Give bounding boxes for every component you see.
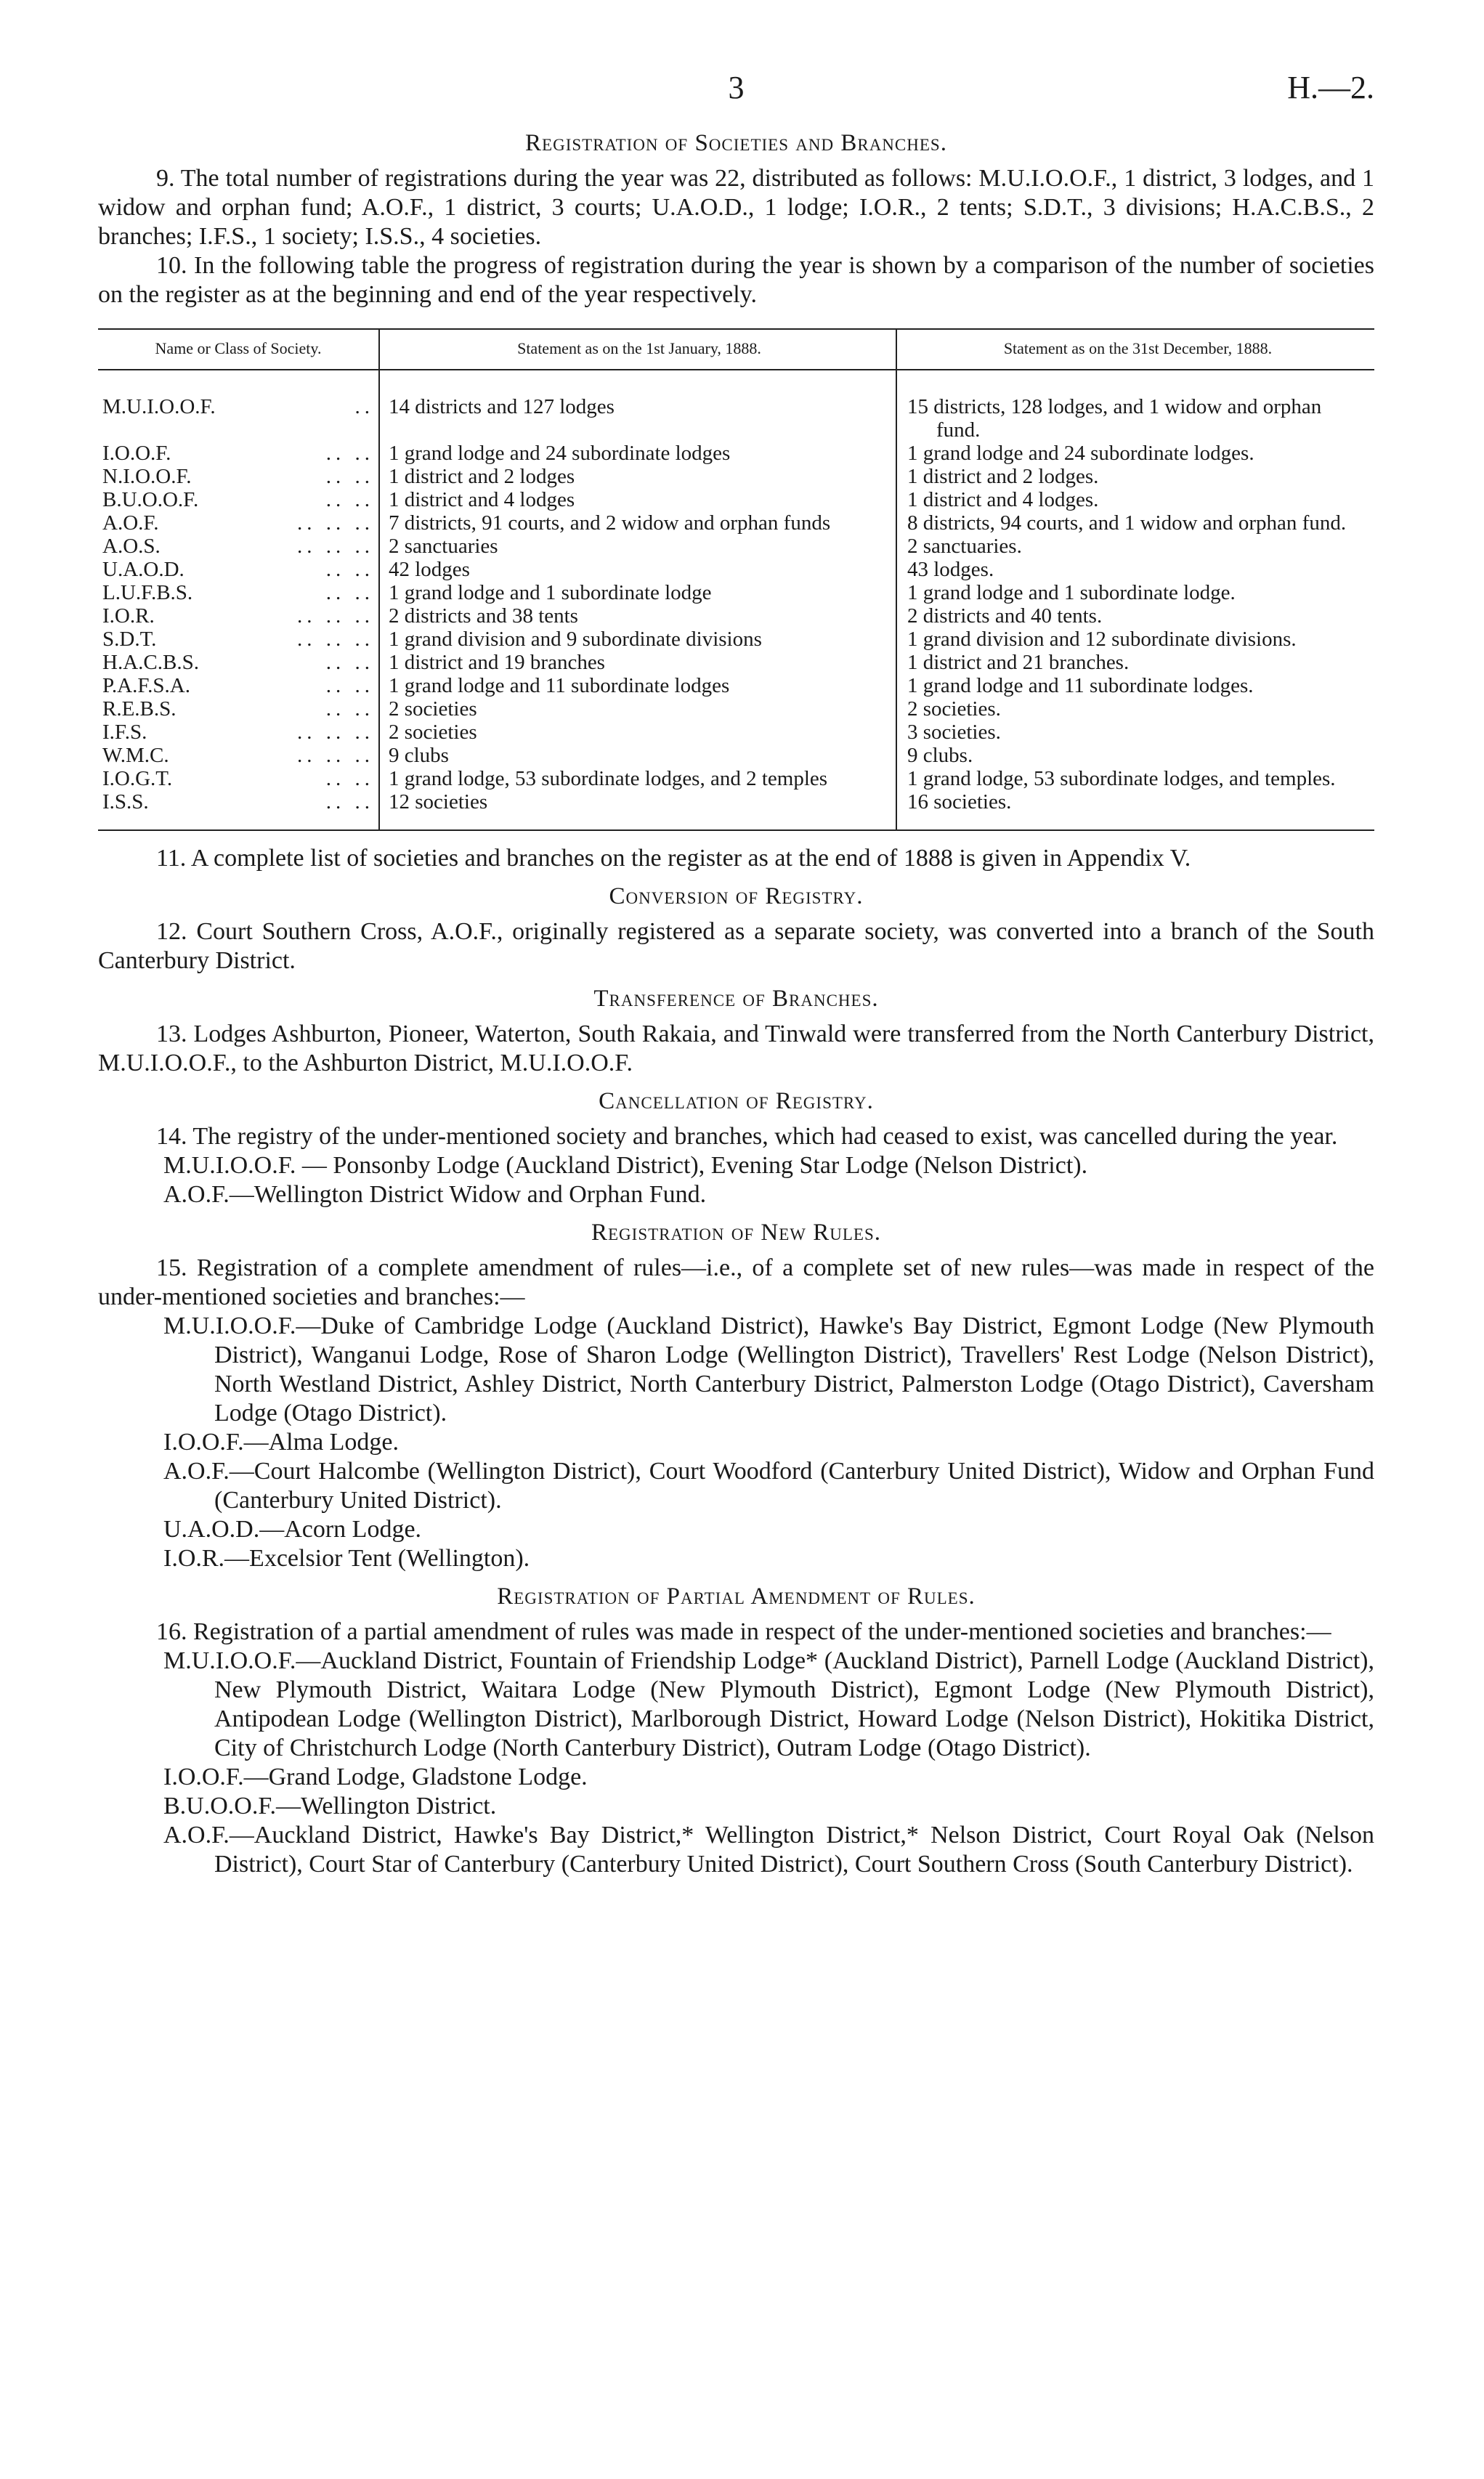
table-row: N.I.O.O.F. .. .. 1 district and 2 lodges 1 district and 2 lodges. [98, 465, 1374, 488]
end-statement: 9 clubs. [907, 744, 973, 767]
society-name: A.O.F. [102, 511, 159, 535]
society-name: A.O.S. [102, 535, 161, 558]
registration-table [98, 330, 1374, 829]
society-name: I.O.R. [102, 604, 155, 628]
start-statement: 12 societies [389, 790, 488, 814]
paragraph-13: 13. Lodges Ashburton, Pioneer, Waterton, South Rakaia, and Tinwald were transferred from the North Canterbury District, M.U.I.O.O.F., to the Ashburton District, M.U.I.O.O.F. [98, 1021, 1374, 1076]
end-statement: 8 districts, 94 courts, and 1 widow and orphan fund. [907, 511, 1347, 535]
start-statement: 1 grand division and 9 subordinate divisions [389, 628, 762, 651]
society-name: B.U.O.O.F. [102, 488, 199, 511]
start-statement: 9 clubs [389, 744, 449, 767]
table-body [98, 370, 1374, 829]
table-row: P.A.F.S.A. .. .. 1 grand lodge and 11 subordinate lodges 1 grand lodge and 11 subordinate lodges. [98, 674, 1374, 697]
end-statement: 1 grand lodge and 11 subordinate lodges. [907, 674, 1254, 697]
list-item: U.A.O.D.—Acorn Lodge. [163, 1516, 422, 1543]
table-row: S.D.T. .. .. .. 1 grand division and 9 subordinate divisions 1 grand division and 12 subordinate divisions. [98, 628, 1374, 651]
document-reference: H.—2. [1287, 70, 1374, 105]
society-name: L.U.F.B.S. [102, 581, 193, 604]
paragraph-12: 12. Court Southern Cross, A.O.F., originally registered as a separate society, was converted into a branch of the South Canterbury District. [98, 918, 1374, 974]
page-header [98, 69, 1374, 120]
society-name: I.F.S. [102, 721, 147, 744]
table-row: H.A.C.B.S. .. .. 1 district and 19 branches 1 district and 21 branches. [98, 651, 1374, 674]
start-statement: 14 districts and 127 lodges [389, 395, 615, 418]
start-statement: 1 district and 19 branches [389, 651, 605, 674]
start-statement: 1 grand lodge and 1 subordinate lodge [389, 581, 712, 604]
society-name: M.U.I.O.O.F. [102, 395, 216, 418]
list-item: I.O.O.F.—Grand Lodge, Gladstone Lodge. [163, 1764, 588, 1790]
section-heading-registration: Registration of Societies and Branches. [525, 130, 947, 156]
end-statement: 1 grand lodge, 53 subordinate lodges, and temples. [907, 767, 1336, 790]
end-statement: 15 districts, 128 lodges, and 1 widow and orphan fund. [907, 395, 1322, 442]
column-header-end: Statement as on the 31st December, 1888. [896, 330, 1374, 370]
end-statement: 43 lodges. [907, 558, 994, 581]
paragraph-15: 15. Registration of a complete amendment of rules—i.e., of a complete set of new rules—was made in respect of the under-mentioned societies and branches:— [98, 1254, 1374, 1310]
start-statement: 2 societies [389, 697, 477, 721]
table-row: M.U.I.O.O.F. .. 14 districts and 127 lodges 15 districts, 128 lodges, and 1 widow and orphan fund. [98, 370, 1374, 442]
end-statement: 1 grand division and 12 subordinate divisions. [907, 628, 1297, 651]
table-row: I.O.O.F. .. .. 1 grand lodge and 24 subordinate lodges 1 grand lodge and 24 subordinate lodges. [98, 442, 1374, 465]
start-statement: 1 district and 2 lodges [389, 465, 575, 488]
table-row: I.O.G.T. .. .. 1 grand lodge, 53 subordinate lodges, and 2 temples 1 grand lodge, 53 subordinate lodges, and temples. [98, 767, 1374, 790]
start-statement: 1 grand lodge and 24 subordinate lodges [389, 442, 731, 465]
start-statement: 2 societies [389, 721, 477, 744]
start-statement: 2 sanctuaries [389, 535, 498, 558]
society-name: I.O.G.T. [102, 767, 173, 790]
end-statement: 1 grand lodge and 1 subordinate lodge. [907, 581, 1236, 604]
society-name: W.M.C. [102, 744, 169, 767]
table-row: A.O.S. .. .. .. 2 sanctuaries 2 sanctuaries. [98, 535, 1374, 558]
end-statement: 1 district and 21 branches. [907, 651, 1130, 674]
end-statement: 2 societies. [907, 697, 1001, 721]
document-page [98, 69, 1374, 1879]
list-item: A.O.F.—Court Halcombe (Wellington District), Court Woodford (Canterbury United District), Widow and Orphan Fund (Canterbury United District). [163, 1458, 1374, 1514]
paragraph-16: 16. Registration of a partial amendment of rules was made in respect of the under-mentioned societies and branches:— [156, 1618, 1331, 1645]
end-statement: 3 societies. [907, 721, 1001, 744]
table-row: R.E.B.S. .. .. 2 societies 2 societies. [98, 697, 1374, 721]
paragraph-11: 11. A complete list of societies and branches on the register as at the end of 1888 is given in Appendix V. [156, 845, 1191, 872]
table-row: U.A.O.D. .. .. 42 lodges 43 lodges. [98, 558, 1374, 581]
start-statement: 1 district and 4 lodges [389, 488, 575, 511]
society-name: H.A.C.B.S. [102, 651, 199, 674]
section-heading-transference: Transference of Branches. [593, 986, 879, 1012]
table-row: L.U.F.B.S. .. .. 1 grand lodge and 1 subordinate lodge 1 grand lodge and 1 subordinate lodge. [98, 581, 1374, 604]
end-statement: 16 societies. [907, 790, 1012, 814]
list-item: I.O.R.—Excelsior Tent (Wellington). [163, 1545, 530, 1572]
list-item: I.O.O.F.—Alma Lodge. [163, 1429, 400, 1456]
society-name: I.S.S. [102, 790, 149, 814]
end-statement: 2 districts and 40 tents. [907, 604, 1103, 628]
list-item: A.O.F.—Auckland District, Hawke's Bay District,* Wellington District,* Nelson District, Court Royal Oak (Nelson District), Court Star of Canterbury (Canterbury United District), Court Southern Cross (South Canterbury District). [163, 1822, 1374, 1878]
society-name: P.A.F.S.A. [102, 674, 190, 697]
table-row: I.F.S. .. .. .. 2 societies 3 societies. [98, 721, 1374, 744]
list-item: M.U.I.O.O.F. — Ponsonby Lodge (Auckland District), Evening Star Lodge (Nelson District). [163, 1152, 1088, 1179]
list-item: B.U.O.O.F.—Wellington District. [163, 1793, 497, 1819]
page-number: 3 [728, 70, 745, 105]
section-heading-cancellation: Cancellation of Registry. [599, 1088, 874, 1114]
list-item: M.U.I.O.O.F.—Auckland District, Fountain of Friendship Lodge* (Auckland District), Parnell Lodge (Auckland District), New Plymouth District, Waitara Lodge (New Plymouth District), Egmont Lodge (New Plymouth District), Antipodean Lodge (Wellington District), Marlborough District, Howard Lodge (Nelson District), Hokitika District, City of Christchurch Lodge (North Canterbury District), Outram Lodge (Otago District). [163, 1647, 1374, 1761]
society-name: I.O.O.F. [102, 442, 171, 465]
society-name: U.A.O.D. [102, 558, 185, 581]
start-statement: 1 grand lodge, 53 subordinate lodges, and 2 temples [389, 767, 828, 790]
table-row: B.U.O.O.F. .. .. 1 district and 4 lodges 1 district and 4 lodges. [98, 488, 1374, 511]
start-statement: 7 districts, 91 courts, and 2 widow and orphan funds [389, 511, 831, 535]
section-heading-conversion: Conversion of Registry. [609, 883, 864, 909]
end-statement: 1 grand lodge and 24 subordinate lodges. [907, 442, 1254, 465]
column-header-start: Statement as on the 1st January, 1888. [379, 330, 896, 370]
end-statement: 1 district and 2 lodges. [907, 465, 1099, 488]
start-statement: 1 grand lodge and 11 subordinate lodges [389, 674, 730, 697]
society-name: R.E.B.S. [102, 697, 177, 721]
table-row: I.S.S. .. .. 12 societies 16 societies. [98, 790, 1374, 829]
paragraph-10: 10. In the following table the progress of registration during the year is shown by a comparison of the number of societies on the register as at the beginning and end of the year respectively. [98, 252, 1374, 308]
list-item: M.U.I.O.O.F.—Duke of Cambridge Lodge (Auckland District), Hawke's Bay District, Egmont Lodge (New Plymouth District), Wanganui Lodge, Rose of Sharon Lodge (Wellington District), Travellers' Rest Lodge (Nelson District), North Westland District, Ashley District, North Canterbury District, Palmerston Lodge (Otago District), Caversham Lodge (Otago District). [163, 1312, 1374, 1427]
section-heading-partial-amendment: Registration of Partial Amendment of Rules. [497, 1583, 976, 1610]
table-row: W.M.C. .. .. .. 9 clubs 9 clubs. [98, 744, 1374, 767]
table-row: I.O.R. .. .. .. 2 districts and 38 tents 2 districts and 40 tents. [98, 604, 1374, 628]
end-statement: 1 district and 4 lodges. [907, 488, 1099, 511]
table-row: A.O.F. .. .. .. 7 districts, 91 courts, and 2 widow and orphan funds 8 districts, 94 courts, and 1 widow and orphan fund. [98, 511, 1374, 535]
society-name: N.I.O.O.F. [102, 465, 192, 488]
column-header-name: Name or Class of Society. [98, 330, 379, 370]
start-statement: 42 lodges [389, 558, 470, 581]
paragraph-14: 14. The registry of the under-mentioned society and branches, which had ceased to exist, was cancelled during the year. [156, 1123, 1338, 1150]
society-name: S.D.T. [102, 628, 157, 651]
start-statement: 2 districts and 38 tents [389, 604, 578, 628]
section-heading-new-rules: Registration of New Rules. [591, 1220, 881, 1246]
end-statement: 2 sanctuaries. [907, 535, 1022, 558]
paragraph-9: 9. The total number of registrations during the year was 22, distributed as follows: M.U.I.O.O.F., 1 district, 3 lodges, and 1 widow and orphan fund; A.O.F., 1 district, 3 courts; U.A.O.D., 1 lodge; I.O.R., 2 tents; S.D.T., 3 divisions; H.A.C.B.S., 2 branches; I.F.S., 1 society; I.S.S., 4 societies. [98, 165, 1374, 250]
list-item: A.O.F.—Wellington District Widow and Orphan Fund. [163, 1181, 707, 1208]
